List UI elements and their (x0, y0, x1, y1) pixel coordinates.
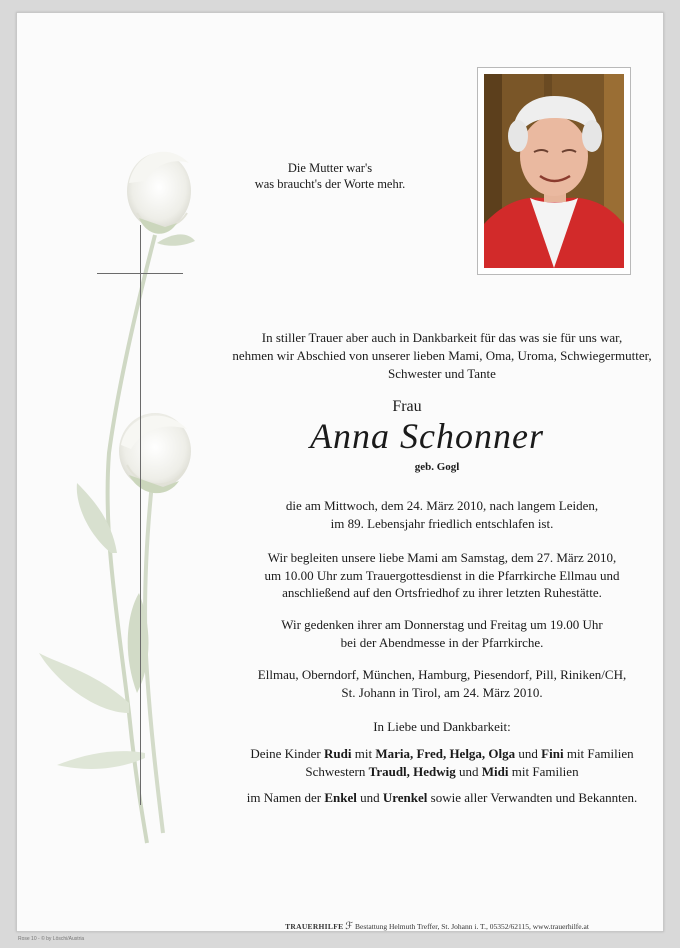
image-credit: Rose 10 - © by Löschi/Austria (18, 936, 85, 942)
intro-line-3: Schwester und Tante (388, 366, 496, 381)
intro-text (177, 329, 680, 383)
sisters-prefix: Schwestern (305, 763, 369, 779)
quote-line-2: was braucht's der Worte mehr. (254, 177, 406, 191)
great-grandchildren: Urenkel (382, 790, 428, 805)
place-line-2: St. Johann in Tirol, am 24. März 2010. (341, 684, 543, 700)
relatives-prefix: im Namen der (246, 790, 325, 805)
child-rudi: Rudi (324, 746, 352, 761)
sisters-line (177, 763, 680, 781)
relatives-und: und (356, 790, 383, 805)
cross-vertical (140, 225, 141, 805)
footer-brand: TRAUERHILFE (285, 922, 344, 931)
intro-line-2: nehmen wir Abschied von unserer lieben Mami, Oma, Uroma, Schwiegermutter, (232, 348, 652, 363)
relatives-suffix: sowie aller Verwandten und Bekannten. (427, 790, 638, 805)
funeral-home-footer (207, 921, 667, 932)
footer-details: Bestattung Helmuth Treffer, St. Johann i. T., 05352/62115, www.trauerhilfe.at (355, 922, 589, 931)
place-date (177, 666, 680, 701)
place-line-1: Ellmau, Oberndorf, München, Hamburg, Piesendorf, Pill, Riniken/CH, (257, 667, 627, 682)
prayer-notice (177, 616, 680, 651)
prayer-line-1: Wir gedenken ihrer am Donnerstag und Freitag um 19.00 Uhr (281, 617, 603, 632)
family-list (177, 745, 680, 780)
funeral-line-2: um 10.00 Uhr zum Trauergottesdienst in die Pfarrkirche Ellmau und (264, 567, 620, 583)
child-fini: Fini (541, 746, 564, 761)
sisters-und: und (455, 763, 482, 779)
children-suffix: mit Familien (563, 746, 634, 761)
prayer-line-2: bei der Abendmesse in der Pfarrkirche. (340, 634, 544, 650)
portrait-photo (484, 74, 624, 268)
rose-top-icon (127, 152, 191, 234)
closing-line: In Liebe und Dankbarkeit: (373, 719, 511, 734)
obituary-card (16, 12, 664, 932)
deceased-name: Anna Schonner (310, 416, 544, 456)
funeral-line-3: anschließend auf den Ortsfriedhof zu ihrer letzten Ruhestätte. (282, 585, 602, 600)
relatives-line (177, 789, 680, 807)
death-line-1: die am Mittwoch, dem 24. März 2010, nach langem Leiden, (285, 498, 599, 513)
sisters-names: Traudl, Hedwig (368, 763, 456, 779)
children-prefix: Deine Kinder (250, 746, 324, 761)
cross-horizontal (97, 273, 183, 274)
memorial-quote (247, 160, 413, 192)
footer-logo-icon: ℱ (345, 921, 354, 932)
intro-line-1: In stiller Trauer aber auch in Dankbarkeit für das was sie für uns war, (261, 330, 623, 345)
funeral-line-1: Wir begleiten unsere liebe Mami am Samstag, dem 27. März 2010, (267, 550, 617, 565)
death-notice (177, 497, 680, 532)
quote-line-1: Die Mutter war's (287, 161, 373, 175)
death-line-2: im 89. Lebensjahr friedlich entschlafen ist. (330, 515, 554, 531)
sisters-suffix: mit Familien (508, 763, 579, 779)
children-names: Maria, Fred, Helga, Olga (375, 746, 516, 761)
und-text: und (515, 746, 542, 761)
birth-name: geb. Gogl (414, 461, 460, 473)
mit-text: mit (351, 746, 376, 761)
funeral-notice (177, 549, 680, 602)
sister-midi: Midi (481, 763, 509, 779)
children-line (177, 745, 680, 763)
salutation: Frau (392, 398, 422, 415)
rose-bottom-icon (119, 413, 191, 493)
portrait-frame (477, 67, 631, 275)
grandchildren: Enkel (324, 790, 357, 805)
